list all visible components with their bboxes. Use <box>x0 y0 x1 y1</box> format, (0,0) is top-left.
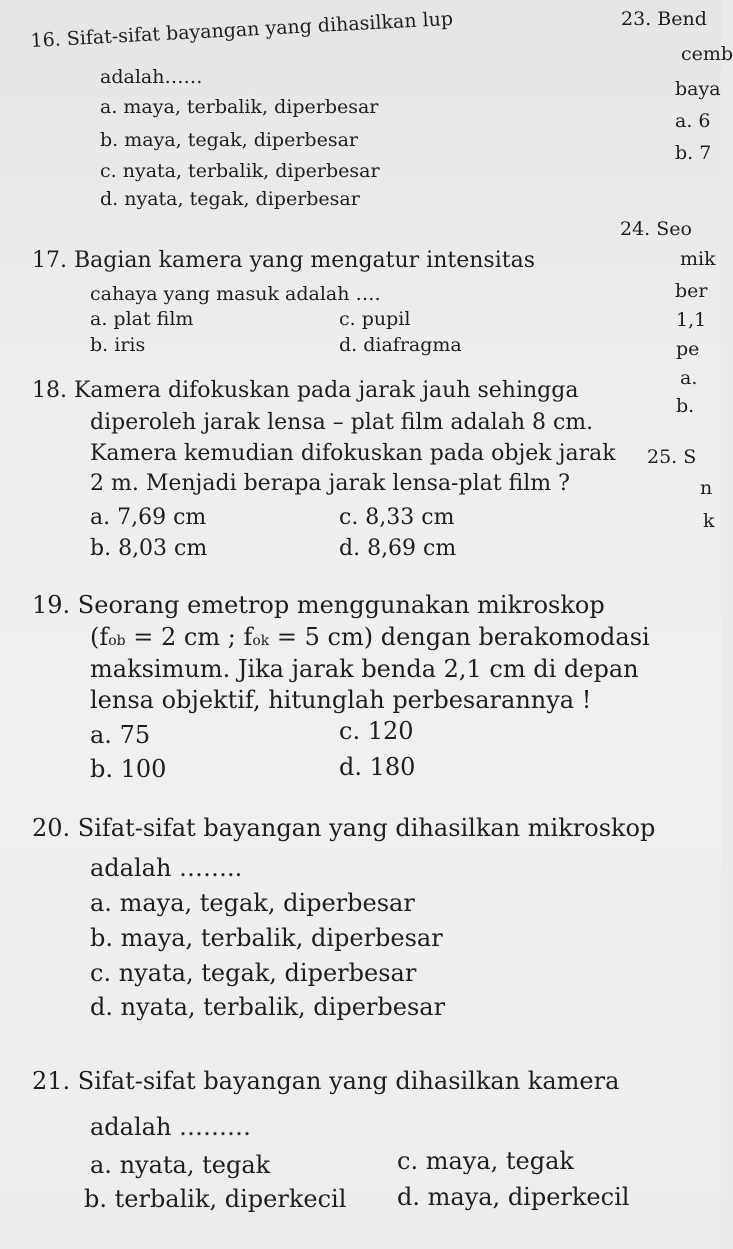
option-21c: c. maya, tegak <box>397 1147 574 1175</box>
question-25-text-line3: k <box>703 510 715 532</box>
question-19-text-line4: lensa objektif, hitunglah perbesarannya ! <box>90 686 592 714</box>
question-19-text: 19. Seorang emetrop menggunakan mikroskop <box>32 591 605 619</box>
subscript-ok: ok <box>252 633 270 649</box>
option-20b: b. maya, terbalik, diperbesar <box>90 924 443 952</box>
question-18-text: 18. Kamera difokuskan pada jarak jauh sehingga <box>32 378 579 403</box>
option-16d: d. nyata, tegak, diperbesar <box>100 188 360 210</box>
question-18-text-line2: diperoleh jarak lensa – plat film adalah 8 cm. <box>90 410 594 435</box>
option-21a: a. nyata, tegak <box>90 1151 271 1179</box>
option-16c: c. nyata, terbalik, diperbesar <box>100 160 380 182</box>
question-19-text-line3: maksimum. Jika jarak benda 2,1 cm di depan <box>90 655 639 683</box>
option-19a: a. 75 <box>90 721 151 749</box>
focal-objective-value: = 2 cm ; f <box>125 623 253 651</box>
option-19d: d. 180 <box>339 753 416 781</box>
option-23b: b. 7 <box>675 142 712 164</box>
option-19c: c. 120 <box>339 717 414 745</box>
question-24-text-line5: pe <box>676 338 700 360</box>
option-24b: b. <box>676 395 695 417</box>
question-25-text: 25. S <box>647 446 697 468</box>
option-17c: c. pupil <box>339 308 411 330</box>
question-20-text: 20. Sifat-sifat bayangan yang dihasilkan mikroskop <box>32 814 656 842</box>
focal-ocular-value: = 5 cm) dengan berakomodasi <box>269 623 650 651</box>
question-17-text-line2: cahaya yang masuk adalah …. <box>90 283 381 305</box>
subscript-ob: ob <box>108 633 126 649</box>
option-18c: c. 8,33 cm <box>339 505 455 530</box>
option-18a: a. 7,69 cm <box>90 505 207 530</box>
question-24-text: 24. Seo <box>620 218 692 240</box>
option-23a: a. 6 <box>675 110 711 132</box>
question-23-text-line2: cemb <box>681 43 733 65</box>
option-16a: a. maya, terbalik, diperbesar <box>100 96 379 118</box>
question-25-text-line2: n <box>700 477 713 499</box>
question-24-text-line4: 1,1 <box>676 309 707 331</box>
question-24-text-line2: mik <box>680 248 716 270</box>
option-21d: d. maya, diperkecil <box>397 1183 630 1211</box>
focal-objective-label: (f <box>90 623 109 651</box>
question-20-text-line2: adalah …….. <box>90 854 243 882</box>
question-18-text-line3: Kamera kemudian difokuskan pada objek jarak <box>90 441 616 466</box>
question-21-text-line2: adalah ……… <box>90 1113 252 1141</box>
question-21-text: 21. Sifat-sifat bayangan yang dihasilkan kamera <box>32 1067 620 1095</box>
question-17-text: 17. Bagian kamera yang mengatur intensitas <box>32 248 535 273</box>
option-16b: b. maya, tegak, diperbesar <box>100 129 358 151</box>
option-17d: d. diafragma <box>339 334 462 356</box>
question-24-text-line3: ber <box>675 280 708 302</box>
option-20c: c. nyata, tegak, diperbesar <box>90 959 417 987</box>
question-23-text-line3: baya <box>675 78 721 100</box>
option-19b: b. 100 <box>90 755 167 783</box>
question-19-focal-lengths <box>90 623 650 651</box>
question-16-text: 16. Sifat-sifat bayangan yang dihasilkan lup <box>30 7 454 52</box>
option-20d: d. nyata, terbalik, diperbesar <box>90 993 446 1021</box>
option-18d: d. 8,69 cm <box>339 536 457 561</box>
option-17b: b. iris <box>90 334 146 356</box>
question-16-text-line2: adalah…… <box>100 66 203 88</box>
option-17a: a. plat film <box>90 308 194 330</box>
option-18b: b. 8,03 cm <box>90 536 208 561</box>
question-23-text: 23. Bend <box>621 8 707 30</box>
option-20a: a. maya, tegak, diperbesar <box>90 889 415 917</box>
option-21b: b. terbalik, diperkecil <box>84 1185 347 1213</box>
option-24a: a. <box>680 367 698 389</box>
question-18-text-line4: 2 m. Menjadi berapa jarak lensa-plat film ? <box>90 471 570 496</box>
